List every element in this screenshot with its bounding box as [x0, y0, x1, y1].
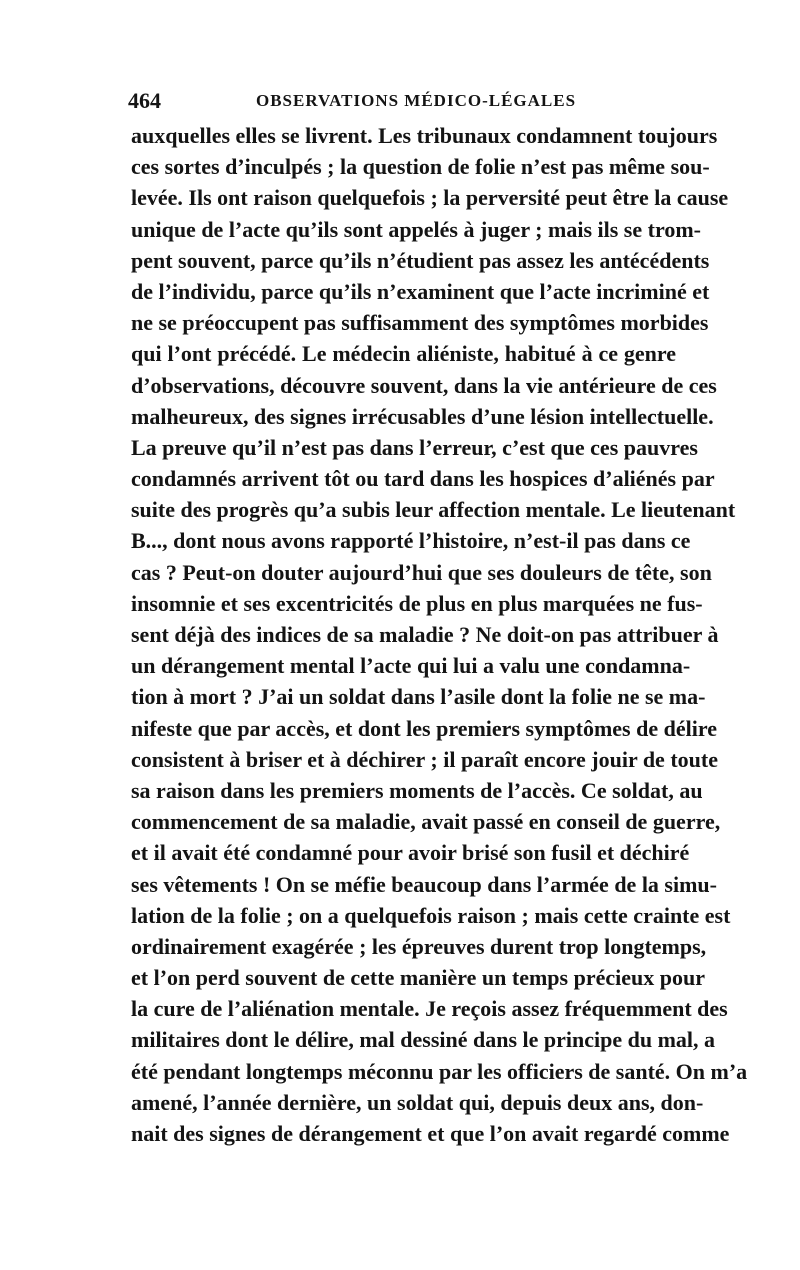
text-line: d’observations, découvre souvent, dans la vie antérieure de ces	[131, 372, 717, 398]
text-line: condamnés arrivent tôt ou tard dans les hospices d’aliénés par	[131, 466, 715, 492]
text-line: La preuve qu’il n’est pas dans l’erreur, c’est que ces pauvres	[131, 434, 698, 460]
text-line: un dérangement mental l’acte qui lui a valu une condamna-	[131, 653, 691, 679]
page-number: 464	[128, 88, 161, 113]
text-line: lation de la folie ; on a quelquefois raison ; mais cette crainte est	[131, 902, 731, 928]
text-line: sa raison dans les premiers moments de l’accès. Ce soldat, au	[131, 777, 703, 803]
text-line: nifeste que par accès, et dont les premiers symptômes de délire	[131, 715, 717, 741]
text-line: ne se préoccupent pas suffisamment des symptômes morbides	[131, 310, 709, 336]
text-line: auxquelles elles se livrent. Les tribunaux condamnent toujours	[131, 123, 718, 148]
text-line: commencement de sa maladie, avait passé en conseil de guerre,	[131, 809, 721, 835]
text-line: unique de l’acte qu’ils sont appelés à juger ; mais ils se trom-	[131, 216, 701, 242]
text-line: levée. Ils ont raison quelquefois ; la perversité peut être la cause	[131, 185, 729, 211]
text-line: et l’on perd souvent de cette manière un temps précieux pour	[131, 965, 705, 991]
running-title: OBSERVATIONS MÉDICO-LÉGALES	[256, 91, 577, 110]
text-line: malheureux, des signes irrécusables d’une lésion intellectuelle.	[131, 403, 714, 429]
text-line: B..., dont nous avons rapporté l’histoire, n’est-il pas dans ce	[131, 528, 691, 554]
text-line: pent souvent, parce qu’ils n’étudient pas assez les antécédents	[131, 247, 710, 273]
text-line: sent déjà des indices de sa maladie ? Ne doit-on pas attribuer à	[131, 622, 719, 647]
text-line: consistent à briser et à déchirer ; il paraît encore jouir de toute	[131, 746, 718, 772]
text-line: qui l’ont précédé. Le médecin aliéniste, habitué à ce genre	[131, 341, 676, 367]
text-line: suite des progrès qu’a subis leur affection mentale. Le lieutenant	[131, 497, 736, 523]
text-line: insomnie et ses excentricités de plus en plus marquées ne fus-	[131, 590, 703, 616]
text-line: de l’individu, parce qu’ils n’examinent que l’acte incriminé et	[131, 278, 710, 304]
text-line: cas ? Peut-on douter aujourd’hui que ses douleurs de tête, son	[131, 559, 712, 585]
text-line: amené, l’année dernière, un soldat qui, depuis deux ans, don-	[131, 1089, 704, 1115]
text-line: ordinairement exagérée ; les épreuves durent trop longtemps,	[131, 933, 707, 959]
text-line: été pendant longtemps méconnu par les officiers de santé. On m’a	[131, 1058, 748, 1084]
body-text	[131, 120, 748, 1149]
text-line: ces sortes d’inculpés ; la question de folie n’est pas même sou-	[131, 154, 710, 180]
text-line: la cure de l’aliénation mentale. Je reçois assez fréquemment des	[131, 996, 728, 1022]
text-line: militaires dont le délire, mal dessiné dans le principe du mal, a	[131, 1027, 716, 1053]
text-line: ses vêtements ! On se méfie beaucoup dans l’armée de la simu-	[131, 871, 717, 897]
text-line: nait des signes de dérangement et que l’on avait regardé comme	[131, 1121, 730, 1146]
text-line: et il avait été condamné pour avoir brisé son fusil et déchiré	[131, 840, 690, 866]
text-line: tion à mort ? J’ai un soldat dans l’asile dont la folie ne se ma-	[131, 684, 706, 710]
running-head	[128, 86, 676, 116]
